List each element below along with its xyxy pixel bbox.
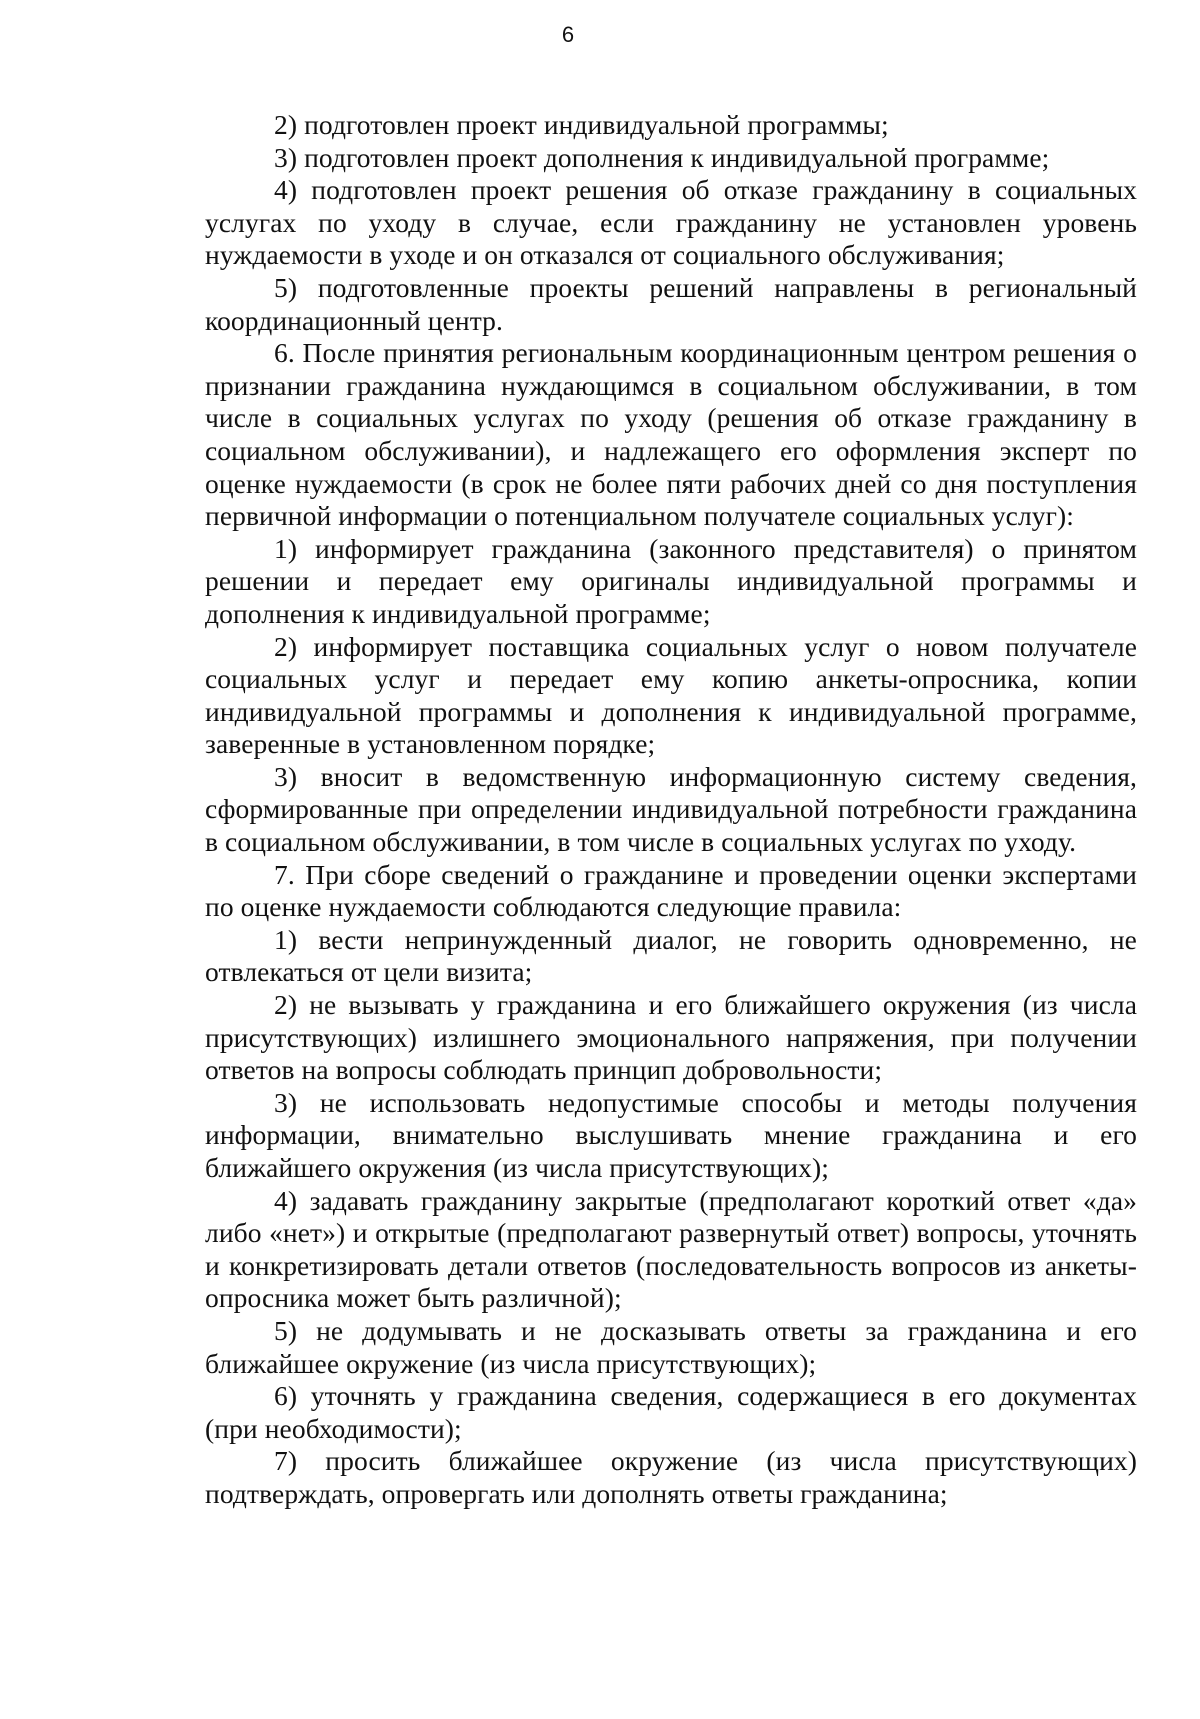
page-number: 6: [561, 22, 575, 47]
section-6-item-3: 3) вносит в ведомственную информационную систему сведения, сформированные при определении индивидуальной потребности гражданина в социальном обслуживании, в том числе в социальных услугах по уходу.: [205, 760, 1137, 858]
paragraph-item-4: 4) подготовлен проект решения об отказе гражданину в социальных услугах по уходу в случае, если гражданину не установлен уровень нуждаемости в уходе и он отказался от социального обслуживания;: [205, 174, 1137, 271]
section-6-item-1: 1) информирует гражданина (законного представителя) о принятом решении и передает ему оригиналы индивидуальной программы и дополнения к индивидуальной программе;: [205, 532, 1137, 629]
section-7-rule-7: 7) просить ближайшее окружение (из числа присутствующих) подтверждать, опровергать или дополнять ответы гражданина;: [205, 1445, 1137, 1509]
section-7-rule-1: 1) вести непринужденный диалог, не говорить одновременно, не отвлекаться от цели визита;: [205, 923, 1137, 988]
section-6-item-2: 2) информирует поставщика социальных услуг о новом получателе социальных услуг и передает ему копию анкеты-опросника, копии индивидуальной программы и дополнения к индивидуальной программе, заверенные в установленном порядке;: [205, 630, 1137, 760]
section-7-rule-5: 5) не додумывать и не досказывать ответы за гражданина и его ближайшее окружение (из числа присутствующих);: [205, 1314, 1137, 1379]
section-7-rule-3: 3) не использовать недопустимые способы и методы получения информации, внимательно выслушивать мнение гражданина и его ближайшего окружения (из числа присутствующих);: [205, 1086, 1137, 1183]
section-7-rule-4: 4) задавать гражданину закрытые (предполагают короткий ответ «да» либо «нет») и открытые (предполагают развернутый ответ) вопросы, уточнять и конкретизировать детали ответов (последовательность вопросов из анкеты-опросника может быть различной);: [205, 1184, 1137, 1314]
paragraph-item-5: 5) подготовленные проекты решений направлены в региональный координационный центр.: [205, 271, 1137, 336]
paragraph-item-2: 2) подготовлен проект индивидуальной программы;: [274, 109, 889, 140]
document-body: [205, 109, 1137, 1511]
paragraph-item-3: 3) подготовлен проект дополнения к индивидуальной программе;: [274, 141, 1050, 173]
section-7-paragraph: 7. При сборе сведений о гражданине и проведении оценки экспертами по оценке нуждаемости соблюдаются следующие правила:: [205, 858, 1137, 923]
section-7-rule-2: 2) не вызывать у гражданина и его ближайшего окружения (из числа присутствующих) излишнего эмоционального напряжения, при получении ответов на вопросы соблюдать принцип добровольности;: [205, 989, 1137, 1086]
section-6-paragraph: 6. После принятия региональным координационным центром решения о признании гражданина нуждающимся в социальном обслуживании, в том числе в социальных услугах по уходу (решения об отказе гражданину в социальном обслуживании), и надлежащего его оформления эксперт по оценке нуждаемости (в срок не более пяти рабочих дней со дня поступления первичной информации о потенциальном получателе социальных услуг):: [205, 337, 1137, 532]
section-7-rule-6: 6) уточнять у гражданина сведения, содержащиеся в его документах (при необходимости);: [205, 1380, 1137, 1444]
